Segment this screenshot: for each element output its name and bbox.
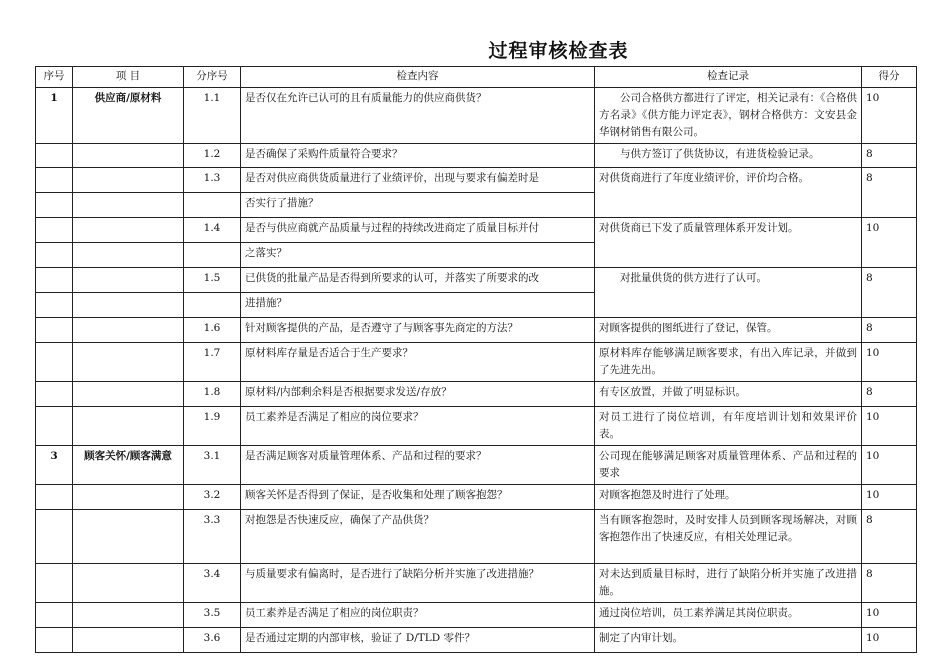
audit-checklist-table	[35, 66, 917, 653]
table-row	[36, 318, 917, 343]
cell-content: 是否与供应商就产品质量与过程的持续改进商定了质量目标并付	[241, 218, 595, 243]
cell-seq	[36, 218, 73, 243]
cell-score: 8	[862, 382, 917, 407]
cell-record: 对未达到质量目标时，进行了缺陷分析并实施了改进措施。	[595, 564, 862, 603]
table-row	[36, 485, 917, 510]
cell-content: 顾客关怀是否得到了保证，是否收集和处理了顾客抱怨？	[241, 485, 595, 510]
cell-item	[73, 293, 184, 318]
cell-item	[73, 628, 184, 653]
cell-content: 是否确保了采购件质量符合要求？	[241, 144, 595, 168]
cell-item	[73, 407, 184, 446]
cell-seq	[36, 293, 73, 318]
cell-content: 否实行了措施？	[241, 193, 595, 218]
cell-item: 顾客关怀/顾客满意	[73, 446, 184, 485]
cell-sub	[184, 193, 241, 218]
cell-record: 对顾客抱怨及时进行了处理。	[595, 485, 862, 510]
cell-record: 有专区放置，并做了明显标识。	[595, 382, 862, 407]
cell-seq	[36, 510, 73, 564]
cell-item	[73, 318, 184, 343]
table-row	[36, 268, 917, 293]
cell-item	[73, 268, 184, 293]
cell-item	[73, 243, 184, 268]
cell-sub: 1.6	[184, 318, 241, 343]
cell-seq	[36, 144, 73, 168]
cell-record: 对员工进行了岗位培训，有年度培训计划和效果评价表。	[595, 407, 862, 446]
cell-record: 通过岗位培训，员工素养满足其岗位职责。	[595, 603, 862, 628]
cell-sub: 1.7	[184, 343, 241, 382]
cell-seq	[36, 268, 73, 293]
cell-content: 已供货的批量产品是否得到所要求的认可，并落实了所要求的改	[241, 268, 595, 293]
cell-seq	[36, 628, 73, 653]
header-content: 检查内容	[241, 67, 595, 88]
document-title: 过程审核检查表	[488, 40, 629, 62]
cell-content: 原材料库存量是否适合于生产要求？	[241, 343, 595, 382]
cell-seq: 3	[36, 446, 73, 485]
cell-record: 当有顾客抱怨时，及时安排人员到顾客现场解决，对顾客抱怨作出了快速反应，有相关处理记录。	[595, 510, 862, 564]
cell-seq	[36, 407, 73, 446]
cell-record: 公司合格供方都进行了评定，相关记录有：《合格供方名录》《供方能力评定表》，钢材合格供方：文安县金华钢材销售有限公司。	[595, 88, 862, 144]
cell-sub: 1.3	[184, 168, 241, 193]
table-row	[36, 603, 917, 628]
cell-content: 对抱怨是否快速反应，确保了产品供货？	[241, 510, 595, 564]
cell-score: 8	[862, 510, 917, 564]
cell-seq	[36, 193, 73, 218]
cell-seq	[36, 243, 73, 268]
cell-sub	[184, 293, 241, 318]
header-record: 检查记录	[595, 67, 862, 88]
cell-score: 8	[862, 318, 917, 343]
cell-seq	[36, 564, 73, 603]
header-item: 项 目	[73, 67, 184, 88]
cell-score: 8	[862, 564, 917, 603]
cell-record: 对供货商已下发了质量管理体系开发计划。	[595, 218, 862, 268]
cell-sub: 3.6	[184, 628, 241, 653]
cell-content: 原材料/内部剩余料是否根据要求发送/存放？	[241, 382, 595, 407]
header-sub-seq: 分序号	[184, 67, 241, 88]
cell-score: 8	[862, 168, 917, 218]
table-row	[36, 407, 917, 446]
table-row	[36, 88, 917, 144]
cell-item	[73, 193, 184, 218]
cell-sub: 3.1	[184, 446, 241, 485]
cell-sub: 1.9	[184, 407, 241, 446]
cell-seq	[36, 168, 73, 193]
cell-item	[73, 218, 184, 243]
cell-sub: 3.3	[184, 510, 241, 564]
cell-sub: 3.2	[184, 485, 241, 510]
cell-record: 与供方签订了供货协议，有进货检验记录。	[595, 144, 862, 168]
cell-sub: 1.8	[184, 382, 241, 407]
cell-sub	[184, 243, 241, 268]
cell-item	[73, 144, 184, 168]
header-seq: 序号	[36, 67, 73, 88]
table-row	[36, 168, 917, 193]
cell-score: 10	[862, 218, 917, 268]
cell-content: 员工素养是否满足了相应的岗位要求？	[241, 407, 595, 446]
table-row	[36, 382, 917, 407]
table-row	[36, 628, 917, 653]
cell-score: 10	[862, 603, 917, 628]
cell-item	[73, 382, 184, 407]
cell-seq: 1	[36, 88, 73, 144]
cell-content: 员工素养是否满足了相应的岗位职责？	[241, 603, 595, 628]
cell-content: 是否通过定期的内部审核，验证了 D/TLD 零件？	[241, 628, 595, 653]
table-row	[36, 564, 917, 603]
cell-score: 10	[862, 485, 917, 510]
cell-seq	[36, 343, 73, 382]
cell-sub: 1.4	[184, 218, 241, 243]
cell-record: 对顾客提供的图纸进行了登记，保管。	[595, 318, 862, 343]
cell-score: 10	[862, 446, 917, 485]
cell-content: 与质量要求有偏离时，是否进行了缺陷分析并实施了改进措施？	[241, 564, 595, 603]
cell-seq	[36, 318, 73, 343]
cell-record: 公司现在能够满足顾客对质量管理体系、产品和过程的要求	[595, 446, 862, 485]
table-row	[36, 343, 917, 382]
cell-score: 10	[862, 88, 917, 144]
cell-score: 10	[862, 628, 917, 653]
cell-content: 针对顾客提供的产品，是否遵守了与顾客事先商定的方法？	[241, 318, 595, 343]
cell-item: 供应商/原材料	[73, 88, 184, 144]
cell-record: 制定了内审计划。	[595, 628, 862, 653]
cell-item	[73, 168, 184, 193]
cell-seq	[36, 603, 73, 628]
cell-sub: 1.1	[184, 88, 241, 144]
cell-item	[73, 510, 184, 564]
cell-sub: 1.5	[184, 268, 241, 293]
cell-content: 是否仅在允许已认可的且有质量能力的供应商供货？	[241, 88, 595, 144]
cell-item	[73, 343, 184, 382]
cell-record: 对批量供货的供方进行了认可。	[595, 268, 862, 318]
cell-score: 10	[862, 407, 917, 446]
cell-score: 8	[862, 268, 917, 318]
cell-content: 进措施？	[241, 293, 595, 318]
header-row	[36, 67, 917, 88]
cell-item	[73, 564, 184, 603]
cell-content: 之落实？	[241, 243, 595, 268]
cell-score: 10	[862, 343, 917, 382]
cell-record: 对供货商进行了年度业绩评价，评价均合格。	[595, 168, 862, 218]
cell-sub: 1.2	[184, 144, 241, 168]
cell-score: 8	[862, 144, 917, 168]
cell-item	[73, 485, 184, 510]
table-row	[36, 446, 917, 485]
header-score: 得分	[862, 67, 917, 88]
cell-record: 原材料库存能够满足顾客要求，有出入库记录，并做到了先进先出。	[595, 343, 862, 382]
cell-content: 是否对供应商供货质量进行了业绩评价，出现与要求有偏差时是	[241, 168, 595, 193]
table-row	[36, 218, 917, 243]
cell-seq	[36, 485, 73, 510]
cell-sub: 3.4	[184, 564, 241, 603]
cell-content: 是否满足顾客对质量管理体系、产品和过程的要求？	[241, 446, 595, 485]
cell-seq	[36, 382, 73, 407]
cell-item	[73, 603, 184, 628]
table-row	[36, 144, 917, 168]
table-row	[36, 510, 917, 564]
cell-sub: 3.5	[184, 603, 241, 628]
